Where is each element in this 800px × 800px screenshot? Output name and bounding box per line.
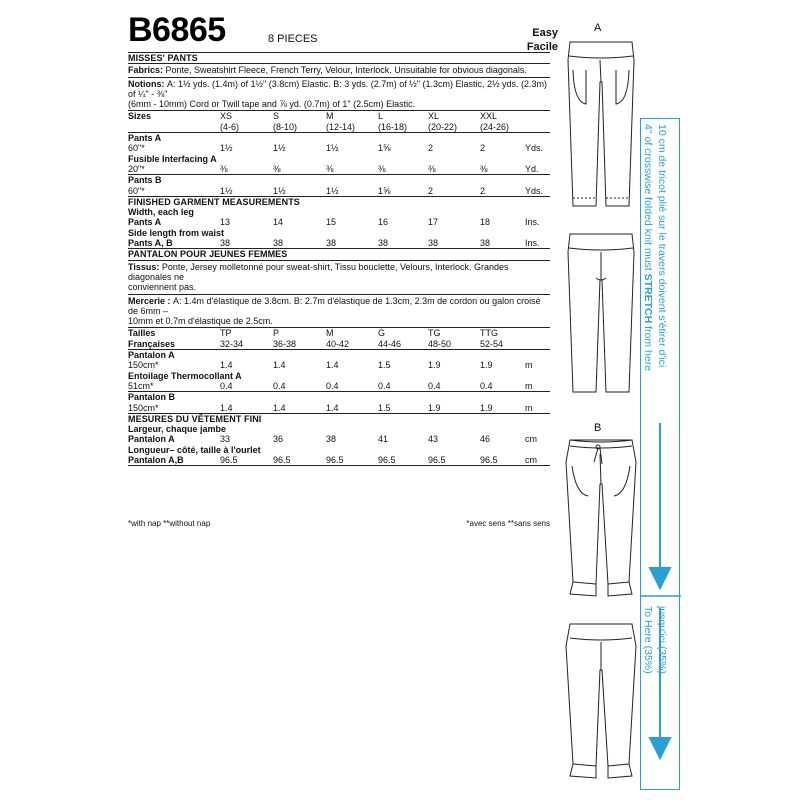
- unit-label: cm: [525, 434, 537, 445]
- measurement-cell: 38: [326, 238, 337, 249]
- size-range-cell: 40-42: [326, 338, 350, 349]
- measurement-cell: 96.5: [273, 454, 291, 465]
- largeur-label: Largeur, chaque jambe: [128, 424, 227, 435]
- pants-b-label: Pants B: [128, 175, 162, 186]
- fabric-width: 20"*: [128, 163, 145, 174]
- yardage-cell: 0.4: [326, 380, 339, 391]
- fabrics-label: Fabrics:: [128, 65, 164, 76]
- unit-label: Ins.: [525, 217, 540, 228]
- francaises-row: [128, 339, 550, 349]
- yardage-cell: 2: [428, 143, 434, 154]
- notions-line-2: (6mm - 10mm) Cord or Twill tape and ⅞ yd. (0.7m) of 1" (2.5cm) Elastic.: [128, 99, 416, 110]
- pantalon-b-row: [128, 403, 550, 413]
- footnote-english: *with nap **without nap: [128, 519, 211, 528]
- measurement-cell: 13: [220, 217, 231, 228]
- longueur-pants-label: Pantalon A,B: [128, 454, 184, 465]
- pantalon-a-label: Pantalon A: [128, 350, 175, 361]
- size-cell: P: [273, 328, 280, 339]
- size-cell: XL: [428, 111, 440, 122]
- measurement-cell: 38: [273, 238, 284, 249]
- fabric-width: 150cm*: [128, 402, 159, 413]
- stretch-instruction-bold: STRETCH: [642, 273, 654, 324]
- yardage-cell: 1½: [273, 143, 286, 154]
- pants-a-label-row: [128, 133, 550, 143]
- tissus-line-1: Ponte, Jersey molletonné pour sweat-shirt, Tissu bouclette, Velours, Interlock. Grandes diagonales ne: [128, 261, 509, 282]
- entoilage-row: [128, 381, 550, 391]
- pieces-count: 8 PIECES: [268, 33, 318, 45]
- measurement-cell: 96.5: [220, 454, 238, 465]
- difficulty-rating: [512, 26, 558, 54]
- entoilage-label: Entoilage Thermocollant A: [128, 370, 242, 381]
- pattern-info-sheet: [128, 52, 550, 466]
- longueur-row: [128, 455, 550, 465]
- side-pants-label: Pants A, B: [128, 238, 173, 249]
- yardage-cell: 1½: [273, 185, 286, 196]
- stretch-instruction-prefix: 4" of crosswise folded knit must: [642, 124, 654, 274]
- pants-a-row: [128, 143, 550, 153]
- size-cell: XS: [220, 111, 233, 122]
- yardage-cell: 0.4: [428, 380, 441, 391]
- yardage-cell: 0.4: [480, 380, 493, 391]
- size-cell: S: [273, 111, 280, 122]
- pants-a-back-illustration: [556, 228, 646, 404]
- measurement-cell: 18: [480, 217, 491, 228]
- divider: [128, 260, 550, 261]
- view-b-label: B: [594, 422, 602, 434]
- pantalon-a-label-row: [128, 350, 550, 360]
- unit-label: m: [525, 402, 533, 413]
- measurement-cell: 96.5: [326, 454, 344, 465]
- footnotes: [128, 519, 550, 531]
- size-range-cell: (16-18): [378, 121, 408, 132]
- pantalon-b-label-row: [128, 392, 550, 402]
- measurement-cell: 16: [378, 217, 389, 228]
- french-title: PANTALON POUR JEUNES FEMMES: [128, 249, 288, 260]
- measurement-cell: 17: [428, 217, 439, 228]
- sizes-row: [128, 111, 550, 121]
- size-range-cell: 32-34: [220, 338, 244, 349]
- size-cell: M: [326, 111, 334, 122]
- finished-measurements-title: FINISHED GARMENT MEASUREMENTS: [128, 196, 300, 207]
- measurement-cell: 38: [326, 434, 337, 445]
- yardage-cell: 1.5: [378, 402, 391, 413]
- yardage-cell: 1.4: [220, 360, 233, 371]
- size-range-cell: 36-38: [273, 338, 297, 349]
- mercerie-line-1: A: 1.4m d'élastique de 3.8cm. B: 2.7m d'élastique de 1.3cm, 2.3m de cordon ou galon croisé de 6mm –: [128, 295, 541, 316]
- size-range-cell: (8-10): [273, 121, 298, 132]
- fabric-width: 150cm*: [128, 360, 159, 371]
- size-range-cell: 52-54: [480, 338, 504, 349]
- difficulty-french: Facile: [526, 41, 558, 53]
- yardage-cell: 0.4: [273, 380, 286, 391]
- unit-label: Yd.: [525, 163, 539, 174]
- footnote-french: *avec sens **sans sens: [466, 519, 550, 528]
- fabrics-text: [128, 65, 550, 75]
- size-cell: TP: [220, 328, 232, 339]
- side-row: [128, 238, 550, 248]
- size-cell: XXL: [480, 111, 498, 122]
- measurement-cell: 38: [480, 238, 491, 249]
- difficulty-english: Easy: [532, 27, 558, 39]
- yardage-cell: 1.9: [428, 360, 441, 371]
- measurement-cell: 36: [273, 434, 284, 445]
- stretch-gauge: [640, 118, 682, 790]
- yardage-cell: 1.9: [428, 402, 441, 413]
- stretch-instruction-french: 10 cm de tricot plié sur le travers doivent s'étirer d'ici: [656, 124, 668, 368]
- measurement-cell: 41: [378, 434, 389, 445]
- measurement-cell: 15: [326, 217, 337, 228]
- side-label-row: [128, 228, 550, 238]
- yardage-cell: 1½: [220, 185, 233, 196]
- yardage-cell: ⅜: [480, 163, 488, 174]
- unit-label: cm: [525, 454, 537, 465]
- pants-a-front-illustration: [556, 36, 646, 216]
- yardage-cell: 1.4: [326, 402, 339, 413]
- measurement-cell: 96.5: [428, 454, 446, 465]
- size-range-cell: (24-26): [480, 121, 510, 132]
- stretch-instruction-suffix: from here: [642, 323, 654, 372]
- measurement-cell: 38: [428, 238, 439, 249]
- english-title: MISSES' PANTS: [128, 53, 198, 63]
- side-length-label: Side length from waist: [128, 227, 225, 238]
- mercerie-line-2: 10mm et 0.7m d'élastique de 2.5cm.: [128, 316, 273, 327]
- fabric-width: 60"*: [128, 143, 145, 154]
- notions-label: Notions:: [128, 78, 167, 89]
- pantalon-b-label: Pantalon B: [128, 392, 176, 403]
- yardage-cell: 1.4: [220, 402, 233, 413]
- mercerie-text: [128, 296, 550, 327]
- pants-b-row: [128, 186, 550, 196]
- measurement-cell: 46: [480, 434, 491, 445]
- yardage-cell: 0.4: [378, 380, 391, 391]
- tailles-label: Tailles: [128, 328, 156, 339]
- pants-b-front-illustration: [556, 434, 646, 606]
- view-a-label: A: [594, 22, 602, 34]
- to-here-english: To Here (35%): [642, 606, 654, 674]
- size-range-cell: 44-46: [378, 338, 402, 349]
- interfacing-row: [128, 164, 550, 174]
- fabric-width: 60"*: [128, 185, 145, 196]
- yardage-cell: ⅜: [378, 163, 386, 174]
- unit-label: Ins.: [525, 238, 540, 249]
- size-cell: L: [378, 111, 384, 122]
- unit-label: m: [525, 380, 533, 391]
- width-row: [128, 217, 550, 227]
- yardage-cell: 1.4: [273, 402, 286, 413]
- francaises-label: Françaises: [128, 338, 176, 349]
- divider: [128, 294, 550, 295]
- yardage-cell: 2: [480, 143, 486, 154]
- yardage-cell: ⅜: [273, 163, 281, 174]
- measurement-cell: 33: [220, 434, 231, 445]
- longueur-label: Longueur– côté, taille à l'ourlet: [128, 444, 261, 455]
- size-cell: TG: [428, 328, 441, 339]
- width-label-row: [128, 207, 550, 217]
- interfacing-label-row: [128, 154, 550, 164]
- yardage-cell: 1½: [326, 143, 339, 154]
- interfacing-label: Fusible Interfacing A: [128, 153, 217, 164]
- size-cell: M: [326, 328, 334, 339]
- yardage-cell: 2: [480, 185, 486, 196]
- yardage-cell: ⅜: [326, 163, 334, 174]
- gauge-arrow-upper-icon: [650, 568, 670, 588]
- size-range-cell: (12-14): [326, 121, 356, 132]
- stretch-instruction-english: [642, 124, 654, 371]
- pants-a-label: Pants A: [128, 133, 162, 144]
- yardage-cell: 1⅝: [378, 143, 391, 154]
- size-range-cell: 48-50: [428, 338, 452, 349]
- yardage-cell: 2: [428, 185, 434, 196]
- unit-label: Yds.: [525, 185, 544, 196]
- largeur-row: [128, 434, 550, 444]
- unit-label: Yds.: [525, 143, 544, 154]
- yardage-cell: ⅜: [428, 163, 436, 174]
- largeur-label-row: [128, 424, 550, 434]
- measurement-cell: 43: [428, 434, 439, 445]
- measurement-cell: 38: [220, 238, 231, 249]
- yardage-cell: 1⅝: [378, 185, 391, 196]
- divider: [128, 77, 550, 78]
- sizes-label: Sizes: [128, 111, 152, 122]
- fabrics-value: Ponte, Sweatshirt Fleece, French Terry, Velour, Interlock. Unsuitable for obvious diagonals.: [163, 65, 527, 76]
- size-cell: G: [378, 328, 386, 339]
- mesures-title: MESURES DU VÊTEMENT FINI: [128, 413, 262, 424]
- measurement-cell: 38: [378, 238, 389, 249]
- measurement-cell: 96.5: [378, 454, 396, 465]
- gauge-arrow-lower-icon: [650, 738, 670, 758]
- yardage-cell: 1.5: [378, 360, 391, 371]
- size-ranges-row: [128, 122, 550, 132]
- notions-line-1: A: 1½ yds. (1.4m) of 1½" (3.8cm) Elastic. B: 3 yds. (2.7m) of ½" (1.3cm) Elastic, 2½ yds. (2.3m) of ¼" - ⅜": [128, 78, 548, 99]
- pantalon-a-row: [128, 360, 550, 370]
- pants-b-label-row: [128, 175, 550, 185]
- size-range-cell: (20-22): [428, 121, 458, 132]
- unit-label: m: [525, 360, 533, 371]
- tissus-label: Tissus:: [128, 261, 160, 272]
- tailles-row: [128, 328, 550, 338]
- to-here-french: jusqu'ici (35%): [656, 606, 668, 674]
- size-range-cell: (4-6): [220, 121, 240, 132]
- divider: [128, 465, 550, 466]
- yardage-cell: ⅜: [220, 163, 228, 174]
- width-pants-label: Pants A: [128, 217, 162, 228]
- measurement-cell: 14: [273, 217, 284, 228]
- yardage-cell: 1½: [220, 143, 233, 154]
- pants-b-back-illustration: [556, 618, 646, 788]
- yardage-cell: 1.4: [273, 360, 286, 371]
- yardage-cell: 1½: [326, 185, 339, 196]
- tissus-text: [128, 262, 550, 293]
- tissus-line-2: conviennent pas.: [128, 282, 197, 293]
- yardage-cell: 1.9: [480, 402, 493, 413]
- size-cell: TTG: [480, 328, 498, 339]
- yardage-cell: 0.4: [220, 380, 233, 391]
- yardage-cell: 1.9: [480, 360, 493, 371]
- fabric-width: 51cm*: [128, 380, 154, 391]
- longueur-label-row: [128, 445, 550, 455]
- notions-text: [128, 79, 550, 110]
- entoilage-label-row: [128, 371, 550, 381]
- measurement-cell: 96.5: [480, 454, 498, 465]
- width-label: Width, each leg: [128, 207, 194, 218]
- largeur-pants-label: Pantalon A: [128, 434, 175, 445]
- pattern-code: B6865: [128, 11, 226, 49]
- yardage-cell: 1.4: [326, 360, 339, 371]
- divider: [128, 63, 550, 64]
- mercerie-label: Mercerie :: [128, 295, 174, 306]
